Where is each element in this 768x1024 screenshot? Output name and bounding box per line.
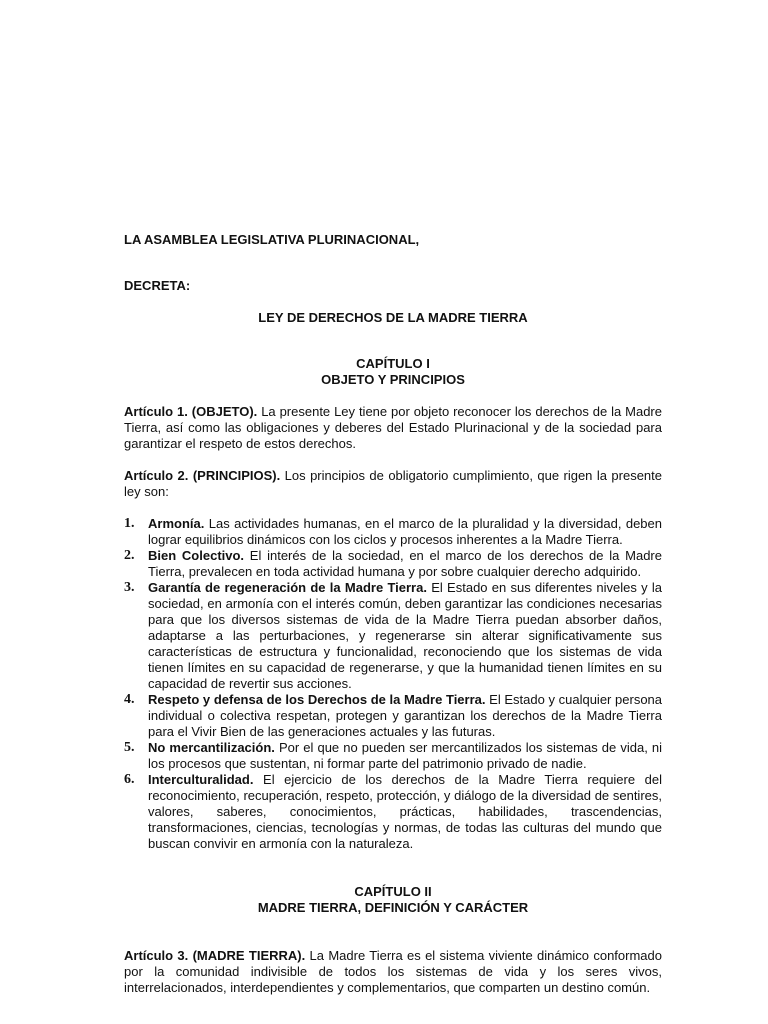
article-1 (124, 404, 662, 452)
principle-number: 6. (124, 772, 135, 787)
principle-item (124, 692, 662, 740)
principle-term: Interculturalidad. (148, 772, 254, 787)
principle-term: Garantía de regeneración de la Madre Tierra. (148, 580, 427, 595)
principle-number: 2. (124, 548, 135, 563)
principle-item (124, 772, 662, 852)
article-1-text: La presente Ley tiene por objeto reconocer los derechos de la Madre Tierra, así como las obligaciones y deberes del Estado Plurinacional y de la sociedad para garantizar el respeto de estos derechos. (124, 404, 662, 451)
principle-text: El Estado en sus diferentes niveles y la sociedad, en armonía con el interés común, deben garantizar las condiciones necesarias para que los diversos sistemas de vida de la Madre Tierra puedan absorber daños, adaptarse a las perturbaciones, y regenerarse sin alterar significativamente sus características de estructura y funcionalidad, reconociendo que los sistemas de vida tienen límites en su capacidad de regenerarse, y que la humanidad tienen límites en su capacidad de revertir sus acciones. (148, 580, 662, 691)
chapter-1-title: OBJETO Y PRINCIPIOS (321, 372, 465, 387)
principle-item (124, 548, 662, 580)
principle-term: Respeto y defensa de los Derechos de la Madre Tierra. (148, 692, 486, 707)
principle-term: Armonía. (148, 516, 205, 531)
chapter-2-number: CAPÍTULO II (354, 884, 432, 899)
principle-term: Bien Colectivo. (148, 548, 245, 563)
principle-text: El ejercicio de los derechos de la Madre Tierra requiere del reconocimiento, recuperación, respeto, protección, y diálogo de la diversidad de sentires, valores, saberes, conocimientos, prácticas, habilidades, trascendencias, transformaciones, ciencias, tecnologías y normas, de todas las culturas del mundo que buscan convivir en armonía con la naturaleza. (148, 772, 662, 851)
principle-number: 5. (124, 740, 135, 755)
chapter-1-number: CAPÍTULO I (356, 356, 430, 371)
principle-item (124, 516, 662, 548)
principle-number: 1. (124, 516, 135, 531)
principle-number: 3. (124, 580, 135, 595)
assembly-heading: LA ASAMBLEA LEGISLATIVA PLURINACIONAL, (124, 232, 420, 247)
principle-text: El Estado y cualquier persona individual o colectiva respetan, protegen y garantizan los derechos de la Madre Tierra para el Vivir Bien de las generaciones actuales y las futuras. (148, 692, 663, 739)
document-page (124, 232, 662, 996)
article-3-text: La Madre Tierra es el sistema viviente dinámico conformado por la comunidad indivisible de todos los sistemas de vida y los seres vivos, interrelacionados, interdependientes y complementarios, que comparten un destino común. (124, 948, 662, 995)
law-title: LEY DE DERECHOS DE LA MADRE TIERRA (258, 310, 528, 325)
article-2 (124, 468, 662, 500)
article-1-label: Artículo 1. (OBJETO). (124, 404, 258, 419)
decreta-heading: DECRETA: (124, 278, 191, 293)
principle-text: Las actividades humanas, en el marco de la pluralidad y la diversidad, deben lograr equilibrios dinámicos con los ciclos y procesos inherentes a la Madre Tierra. (148, 516, 662, 547)
article-3-label: Artículo 3. (MADRE TIERRA). (124, 948, 306, 963)
principle-item (124, 580, 662, 692)
article-3 (124, 948, 662, 996)
chapter-2-title: MADRE TIERRA, DEFINICIÓN Y CARÁCTER (257, 900, 529, 915)
principles-list (124, 516, 662, 852)
principle-text: Por el que no pueden ser mercantilizados los sistemas de vida, ni los procesos que sustentan, ni formar parte del patrimonio privado de nadie. (148, 740, 662, 771)
principle-item (124, 740, 662, 772)
principle-text: El interés de la sociedad, en el marco de los derechos de la Madre Tierra, prevalecen en toda actividad humana y por sobre cualquier derecho adquirido. (148, 548, 662, 579)
principle-number: 4. (124, 692, 135, 707)
article-2-label: Artículo 2. (PRINCIPIOS). (124, 468, 281, 483)
article-2-text: Los principios de obligatorio cumplimiento, que rigen la presente ley son: (124, 468, 663, 499)
principle-term: No mercantilización. (148, 740, 275, 755)
